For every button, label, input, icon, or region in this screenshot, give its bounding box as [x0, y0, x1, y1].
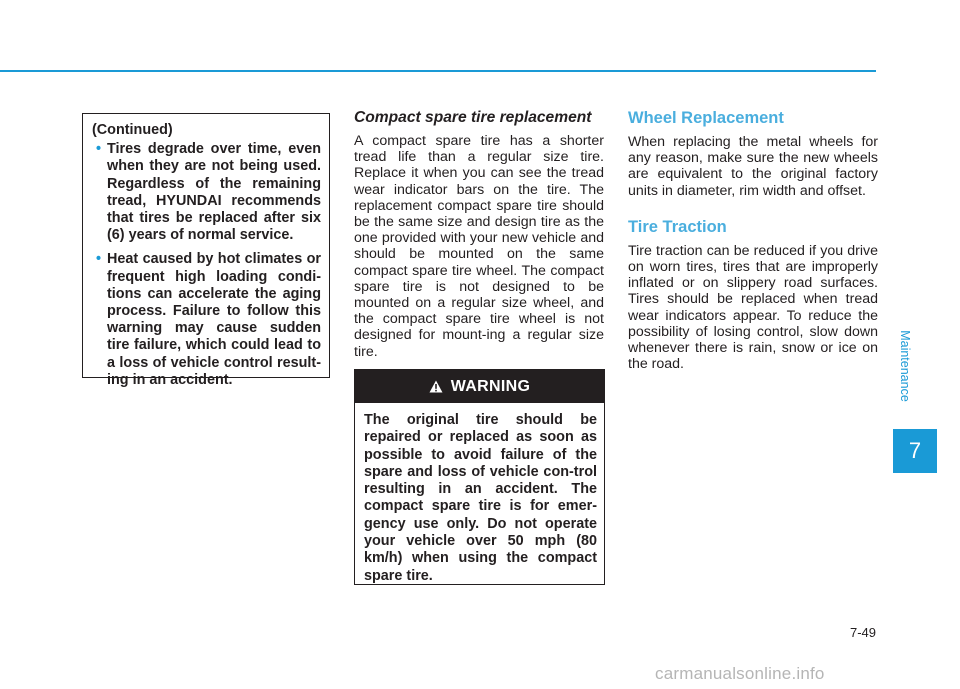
warning-text: The original tire should be repaired or replaced as soon as possible to avoid failure of the spare and loss of vehicle con-trol resulting in an accident. The compact spare tire is for emer-gency use only. Do not operate your vehicle over 50 mph (80 km/h) when using the compact spare tire. — [364, 412, 597, 584]
bullet-icon: • — [96, 251, 102, 268]
chapter-number: 7 — [908, 438, 922, 463]
caution-item-text: Tires degrade over time, even when they are not being used. Regardless of the remaining tread, HYUNDAI recommends that tires be replaced after six (6) years of normal service. — [107, 141, 321, 244]
caution-item-text: Heat caused by hot climates or frequent high loading condi-tions can accelerate the aging process. Failure to follow this warning may cause sudden tire failure, which could lead to a loss of vehicle control result-ing in an accident. — [107, 251, 321, 388]
chapter-side-label — [897, 305, 912, 427]
chapter-number-tab — [893, 429, 937, 473]
caution-list — [92, 141, 321, 389]
bullet-icon: • — [96, 141, 102, 158]
watermark: carmanualsonline.info — [655, 664, 825, 683]
warning-header — [355, 370, 604, 403]
continued-caution-box — [82, 113, 330, 388]
right-column — [628, 108, 878, 372]
compact-spare-heading: Compact spare tire replacement — [354, 109, 592, 126]
warning-label: WARNING — [450, 377, 531, 395]
caution-list-item — [92, 251, 321, 389]
caution-list-item — [92, 141, 321, 244]
tire-traction-heading: Tire Traction — [628, 217, 727, 236]
continued-heading: (Continued) — [92, 122, 173, 138]
header-rule — [0, 70, 876, 72]
page-number: 7-49 — [849, 625, 876, 640]
wheel-replacement-heading: Wheel Replacement — [628, 109, 784, 127]
tire-traction-body: Tire traction can be reduced if you drive on worn tires, tires that are improperly inflated or on slippery road surfaces. Tires should be replaced when tread wear indicators appear. To reduce the possibility of losing control, slow down whenever there is rain, snow or ice on the road. — [628, 242, 878, 373]
compact-spare-section — [354, 108, 604, 360]
warning-triangle-icon — [429, 380, 443, 393]
chapter-name: Maintenance — [897, 330, 912, 402]
wheel-replacement-body: When replacing the metal wheels for any reason, make sure the new wheels are equivalent to the original factory units in diameter, rim width and offset. — [628, 134, 878, 199]
section-spacer — [628, 199, 878, 217]
compact-spare-body: A compact spare tire has a shorter tread life than a regular size tire. Replace it when you can see the tread wear indicator bars on the tire. The replacement compact spare tire should be the same size and design tire as the one provided with your new vehicle and should be mounted on the same compact spare tire wheel. The compact spare tire is not designed to be mounted on a regular size wheel, and the compact spare tire wheel is not designed for mount-ing a regular size tire. — [354, 133, 604, 360]
warning-box — [354, 369, 605, 585]
